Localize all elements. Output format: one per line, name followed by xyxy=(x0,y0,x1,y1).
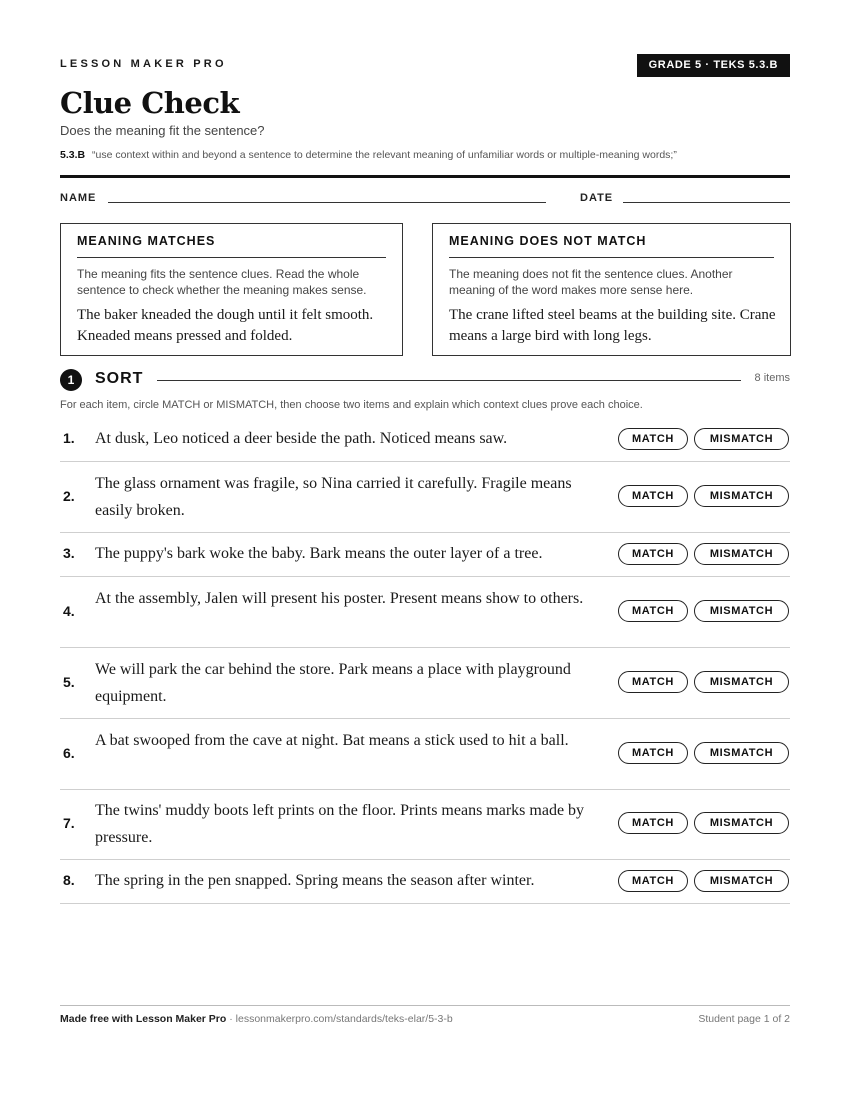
item-number: 7. xyxy=(63,815,75,831)
list-item xyxy=(60,462,790,533)
footer-divider xyxy=(60,1005,790,1006)
item-text: The glass ornament was fragile, so Nina carried it carefully. Fragile means easily broken. xyxy=(95,475,572,519)
header-divider xyxy=(60,175,790,178)
list-item xyxy=(60,860,790,904)
item-text: A bat swooped from the cave at night. Bat means a stick used to hit a ball. xyxy=(95,732,569,749)
grade-badge: GRADE 5 · TEKS 5.3.B xyxy=(637,54,790,77)
date-label: DATE xyxy=(580,192,614,204)
box-divider xyxy=(449,257,774,258)
item-text: At the assembly, Jalen will present his poster. Present means show to others. xyxy=(95,590,584,607)
brand-name: LESSON MAKER PRO xyxy=(60,58,227,70)
top-bar xyxy=(60,54,790,78)
date-field[interactable] xyxy=(623,202,790,203)
list-item xyxy=(60,418,790,462)
name-field[interactable] xyxy=(108,202,546,203)
page-subtitle: Does the meaning fit the sentence? xyxy=(60,123,265,138)
item-list xyxy=(60,418,790,904)
item-number: 1. xyxy=(63,430,75,446)
list-item xyxy=(60,577,790,648)
meaning-matches-box xyxy=(60,223,403,356)
item-text: At dusk, Leo noticed a deer beside the path. Noticed means saw. xyxy=(95,430,508,447)
list-item xyxy=(60,790,790,860)
box-heading: MEANING MATCHES xyxy=(77,234,216,248)
item-number: 5. xyxy=(63,674,75,690)
footer-made-with: Made free with Lesson Maker Pro xyxy=(60,1013,227,1025)
item-text: We will park the car behind the store. Park means a place with playground equipment. xyxy=(95,661,571,705)
item-number: 2. xyxy=(63,488,75,504)
item-number: 3. xyxy=(63,545,75,561)
standard-text: “use context within and beyond a sentence to determine the relevant meaning of unfamiliar words or multiple-meaning words;” xyxy=(92,149,677,161)
item-text: The puppy's bark woke the baby. Bark means the outer layer of a tree. xyxy=(95,545,543,562)
item-number: 4. xyxy=(63,603,75,619)
section-title: SORT xyxy=(95,370,144,387)
section-rule xyxy=(157,380,741,381)
standard-line xyxy=(60,149,677,161)
section-number-badge: 1 xyxy=(60,369,82,391)
page-indicator: Student page 1 of 2 xyxy=(698,1013,790,1025)
match-button[interactable]: MATCH xyxy=(618,428,688,450)
mismatch-button[interactable]: MISMATCH xyxy=(694,600,789,622)
item-number: 8. xyxy=(63,872,75,888)
box-divider xyxy=(77,257,386,258)
standard-code: 5.3.B xyxy=(60,149,86,161)
box-example: The crane lifted steel beams at the building site. Crane means a large bird with long legs. xyxy=(449,307,776,344)
item-text: The spring in the pen snapped. Spring means the season after winter. xyxy=(95,872,535,889)
box-description: The meaning does not fit the sentence clues. Another meaning of the word makes more sense here. xyxy=(449,267,733,297)
footer-credit xyxy=(60,1013,453,1025)
student-fields xyxy=(60,192,790,208)
mismatch-button[interactable]: MISMATCH xyxy=(694,485,789,507)
name-label: NAME xyxy=(60,192,97,204)
match-button[interactable]: MATCH xyxy=(618,485,688,507)
item-count: 8 items xyxy=(754,372,790,384)
meaning-mismatch-box xyxy=(432,223,791,356)
mismatch-button[interactable]: MISMATCH xyxy=(694,870,789,892)
list-item xyxy=(60,719,790,790)
item-number: 6. xyxy=(63,745,75,761)
match-button[interactable]: MATCH xyxy=(618,543,688,565)
match-button[interactable]: MATCH xyxy=(618,600,688,622)
item-text: The twins' muddy boots left prints on the floor. Prints means marks made by pressure. xyxy=(95,802,585,846)
box-description: The meaning fits the sentence clues. Read the whole sentence to check whether the meaning makes sense. xyxy=(77,267,367,297)
match-button[interactable]: MATCH xyxy=(618,870,688,892)
list-item xyxy=(60,648,790,719)
box-heading: MEANING DOES NOT MATCH xyxy=(449,234,647,248)
footer-url[interactable]: · lessonmakerpro.com/standards/teks-elar/5-3-b xyxy=(226,1013,453,1025)
section-instructions: For each item, circle MATCH or MISMATCH, then choose two items and explain which context clues prove each choice. xyxy=(60,399,643,411)
mismatch-button[interactable]: MISMATCH xyxy=(694,543,789,565)
page-title: Clue Check xyxy=(60,86,240,120)
match-button[interactable]: MATCH xyxy=(618,812,688,834)
box-example: The baker kneaded the dough until it felt smooth. Kneaded means pressed and folded. xyxy=(77,307,374,344)
mismatch-button[interactable]: MISMATCH xyxy=(694,428,789,450)
list-item xyxy=(60,533,790,577)
mismatch-button[interactable]: MISMATCH xyxy=(694,742,789,764)
match-button[interactable]: MATCH xyxy=(618,671,688,693)
mismatch-button[interactable]: MISMATCH xyxy=(694,812,789,834)
match-button[interactable]: MATCH xyxy=(618,742,688,764)
mismatch-button[interactable]: MISMATCH xyxy=(694,671,789,693)
